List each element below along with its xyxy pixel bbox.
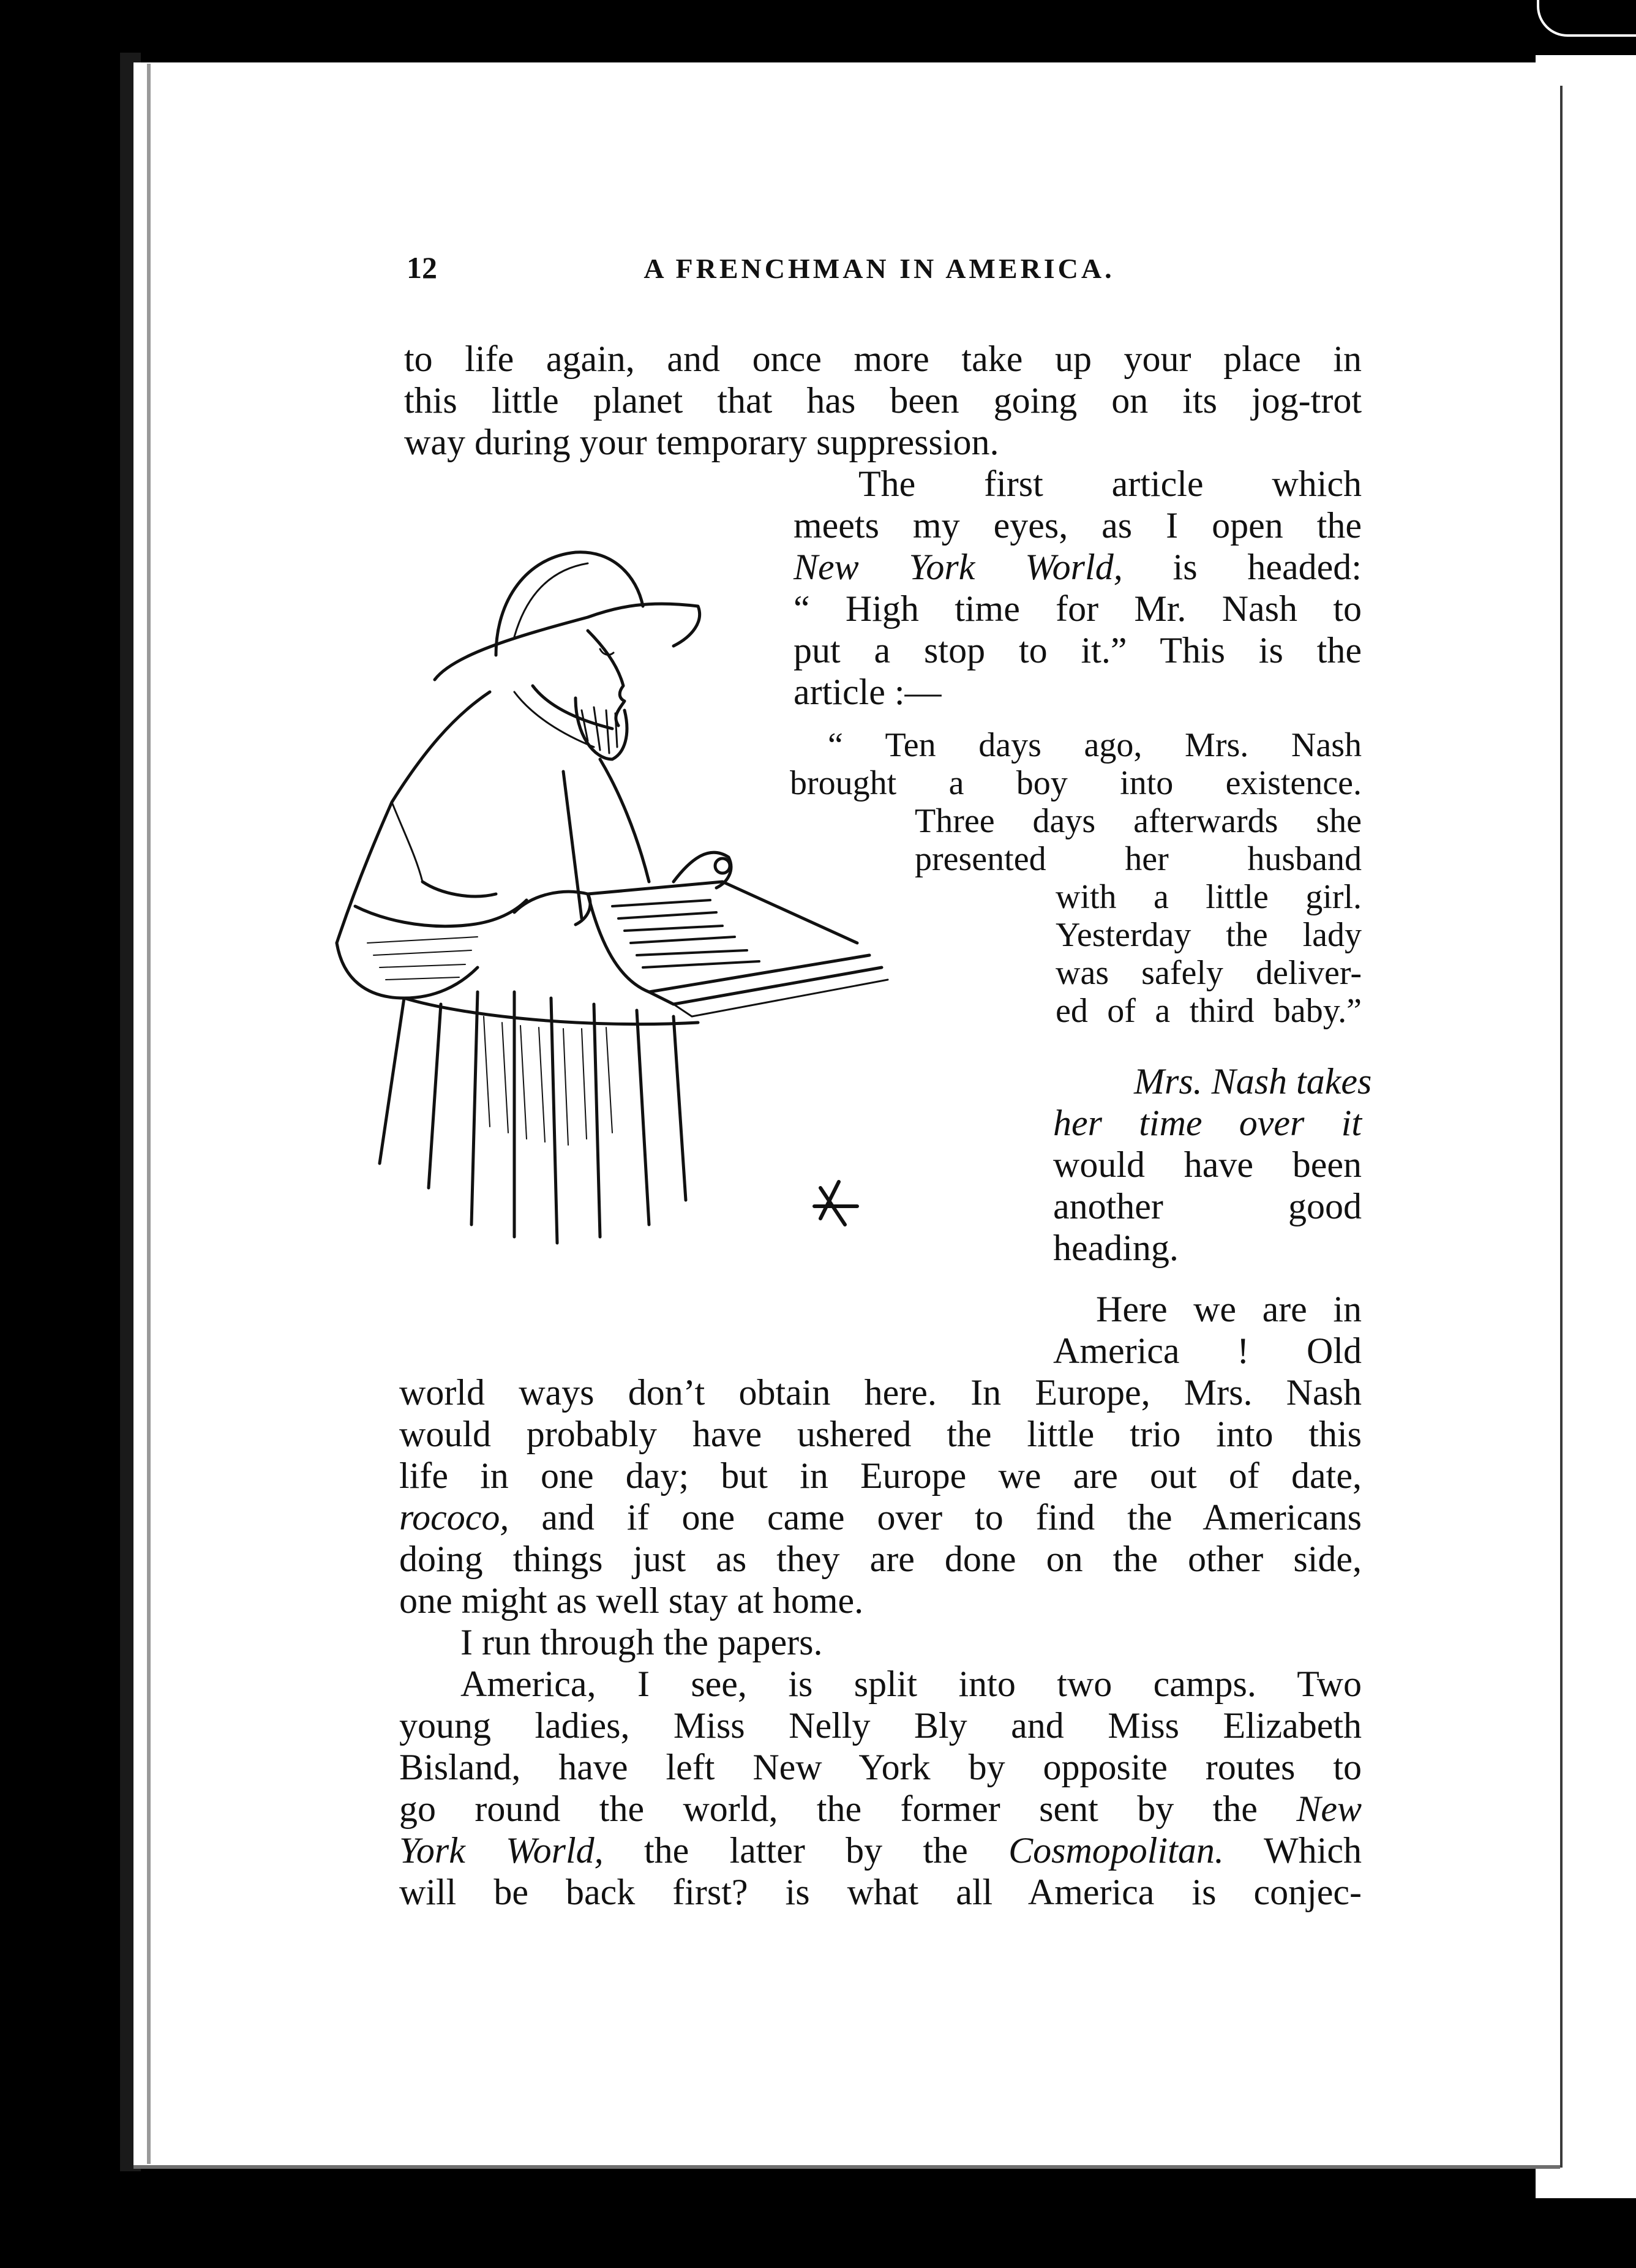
- text-line: [399, 1496, 1362, 1538]
- quote-line: ed of a third baby.”: [1056, 992, 1362, 1030]
- fisherman-reading-newspaper-illustration: [331, 514, 1016, 1347]
- gutter-line: [147, 64, 151, 2164]
- quote-line: was safely deliver-: [1056, 954, 1362, 992]
- text-span: go round the world, the former sent by the: [399, 1789, 1297, 1829]
- italic-text: New: [1296, 1789, 1362, 1829]
- text-line: way during your temporary suppression.: [404, 422, 999, 462]
- italic-text: York World,: [399, 1830, 604, 1871]
- italic-text: New York World,: [794, 547, 1123, 587]
- text-line: Bisland, have left New York by opposite routes to: [399, 1747, 1362, 1787]
- text-line: [399, 1788, 1362, 1830]
- text-line: meets my eyes, as I open the: [794, 505, 1362, 546]
- text-line: this little planet that has been going on its jog-trot: [404, 380, 1362, 421]
- italic-text: Cosmopolitan.: [1008, 1830, 1224, 1871]
- text-line: [1053, 1102, 1362, 1144]
- text-span: the latter by the: [603, 1830, 1009, 1871]
- text-line: heading.: [1053, 1228, 1179, 1268]
- text-line: [399, 1830, 1362, 1871]
- page-bottom-edge: [133, 2165, 1560, 2169]
- text-line: would probably have ushered the little trio into this: [399, 1414, 1362, 1454]
- text-line: America ! Old: [1053, 1331, 1362, 1371]
- text-line: would have been: [1053, 1144, 1362, 1185]
- text-span: and if one came over to find the Americans: [509, 1497, 1362, 1538]
- text-line: [1134, 1061, 1372, 1102]
- text-line: life in one day; but in Europe we are out of date,: [399, 1455, 1362, 1496]
- text-line: Here we are in: [1096, 1289, 1362, 1329]
- quote-line: brought a boy into existence.: [790, 764, 1362, 802]
- text-line: America, I see, is split into two camps. Two: [460, 1664, 1362, 1704]
- text-line: doing things just as they are done on the other side,: [399, 1539, 1362, 1579]
- text-line: to life again, and once more take up your place in: [404, 339, 1362, 379]
- text-line: one might as well stay at home.: [399, 1580, 864, 1621]
- italic-text: Mrs. Nash takes: [1134, 1061, 1372, 1102]
- text-line: article :—: [794, 672, 942, 712]
- text-line: put a stop to it.” This is the: [794, 630, 1362, 670]
- text-line: The first article which: [858, 464, 1362, 504]
- text-line: “ High time for Mr. Nash to: [794, 588, 1362, 629]
- page-number: 12: [407, 250, 437, 285]
- scan-corner-mark: [1537, 0, 1636, 37]
- running-title: A FRENCHMAN IN AMERICA.: [644, 253, 1115, 284]
- text-span: Which: [1223, 1830, 1362, 1871]
- text-line: I run through the papers.: [460, 1622, 823, 1662]
- text-span: is headed:: [1122, 547, 1362, 587]
- italic-text: rococo,: [399, 1497, 509, 1538]
- quote-line: Yesterday the lady: [1056, 916, 1362, 954]
- text-line: young ladies, Miss Nelly Bly and Miss Elizabeth: [399, 1705, 1362, 1746]
- quote-line: presented her husband: [915, 840, 1362, 878]
- italic-text: her time over it: [1053, 1103, 1362, 1143]
- quote-line: “ Ten days ago, Mrs. Nash: [828, 726, 1362, 764]
- quote-line: Three days afterwards she: [915, 802, 1362, 840]
- text-line: will be back first? is what all America is conjec-: [399, 1872, 1362, 1912]
- text-line: world ways don’t obtain here. In Europe, Mrs. Nash: [399, 1372, 1362, 1413]
- quote-line: with a little girl.: [1056, 878, 1362, 916]
- text-line: another good: [1053, 1186, 1362, 1226]
